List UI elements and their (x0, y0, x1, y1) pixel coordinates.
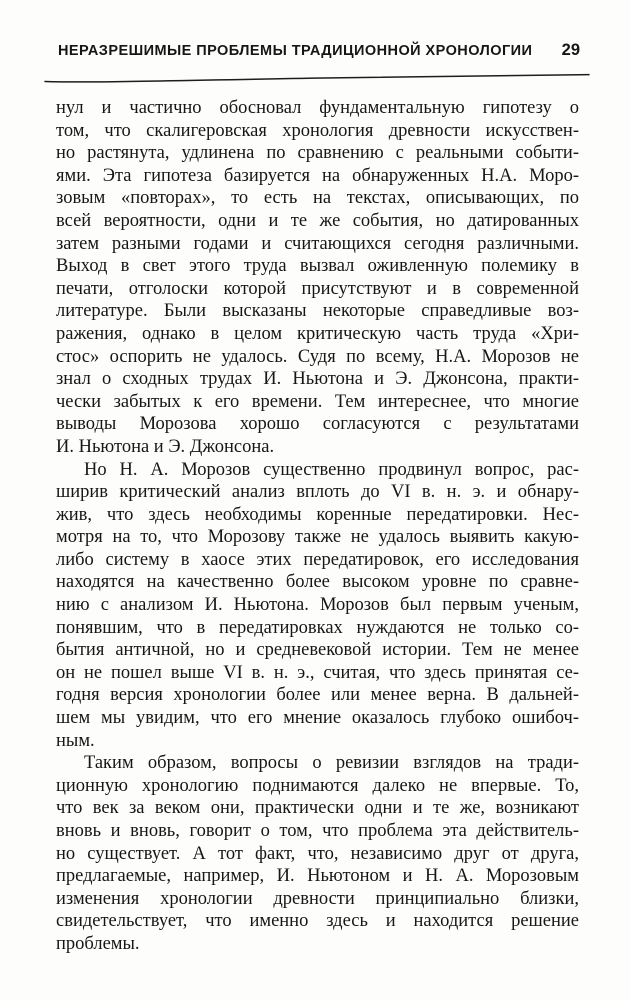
text-line: Выход в свет этого труда вызвал оживленную полемику в (56, 256, 579, 277)
text-line: предлагаемые, например, И. Ньютоном и Н. А. Морозовым (56, 866, 579, 887)
text-line: Таким образом, вопросы о ревизии взглядов на тради- (84, 753, 579, 774)
text-line: ным. (56, 730, 95, 751)
text-line: ражения, однако в целом критическую часть труда «Хри- (56, 323, 579, 344)
text-line: знал о сходных трудах И. Ньютона и Э. Джонсона, практи- (56, 369, 579, 390)
running-header-title: НЕРАЗРЕШИМЫЕ ПРОБЛЕМЫ ТРАДИЦИОННОЙ ХРОНОЛОГИИ (58, 43, 533, 59)
text-line: бытия античной, но и средневековой истории. Тем не менее (56, 640, 579, 661)
body-text (56, 97, 579, 956)
text-line: И. Ньютона и Э. Джонсона. (56, 436, 275, 457)
text-line: мотря на то, что Морозову также не удалось выявить какую- (56, 527, 579, 548)
text-line: жив, что здесь необходимы коренные передатировки. Нес- (56, 504, 579, 525)
text-line: чески забытых к его времени. Тем интереснее, что многие (56, 391, 579, 412)
text-line: находятся на качественно более высоком уровне по сравне- (56, 572, 579, 593)
text-line: вновь и вновь, говорит о том, что проблема эта действитель- (56, 821, 579, 841)
running-header (58, 41, 580, 60)
text-line: затем разными годами и считающихся сегодня различными. (56, 233, 579, 254)
text-line: проблемы. (56, 933, 140, 954)
text-line: ширив критический анализ вплоть до VI в. н. э. и обнару- (56, 482, 579, 503)
text-line: всей вероятности, одни и те же события, но датированных (56, 210, 579, 231)
text-line: но существует. А тот факт, что, независимо друг от друга, (56, 843, 579, 864)
text-line: литературе. Были высказаны некоторые справедливые воз- (56, 301, 579, 322)
header-rule (43, 70, 591, 84)
text-line: но растянута, удлинена по сравнению с реальными событи- (56, 143, 579, 164)
text-line: понявшим, что в передатировках нуждаются не только со- (56, 617, 579, 638)
text-line: стос» оспорить не удалось. Судя по всему, Н.А. Морозов не (56, 346, 579, 367)
text-line: что век за веком они, практически одни и те же, возникают (56, 798, 579, 819)
text-line: ционную хронологию поднимаются далеко не впервые. То, (56, 775, 579, 796)
text-line: годня версия хронологии более или менее верна. В дальней- (56, 685, 579, 706)
text-line: печати, отголоски которой присутствуют и в современной (56, 278, 579, 299)
text-line: свидетельствует, что именно здесь и находится решение (56, 911, 579, 932)
text-line: нию с анализом И. Ньютона. Морозов был первым ученым, (56, 595, 579, 616)
text-line: выводы Морозова хорошо согласуются с результатами (56, 414, 579, 435)
text-line: ями. Эта гипотеза базируется на обнаруженных Н.А. Моро- (56, 165, 579, 186)
page-number: 29 (561, 41, 580, 59)
text-line: зовым «повторах», то есть на текстах, описывающих, по (56, 188, 579, 209)
text-line: Но Н. А. Морозов существенно продвинул вопрос, рас- (84, 459, 579, 480)
text-line: изменения хронологии древности принципиально близки, (56, 888, 579, 909)
text-line: нул и частично обосновал фундаментальную гипотезу о (56, 98, 579, 118)
text-line: шем мы увидим, что его мнение оказалось глубоко ошибоч- (56, 708, 579, 729)
text-line: он не пошел выше VI в. н. э., считая, что здесь принятая се- (56, 662, 579, 683)
text-line: том, что скалигеровская хронология древности искусствен- (56, 120, 579, 141)
text-line: либо систему в хаосе этих передатировок, его исследования (56, 549, 579, 570)
